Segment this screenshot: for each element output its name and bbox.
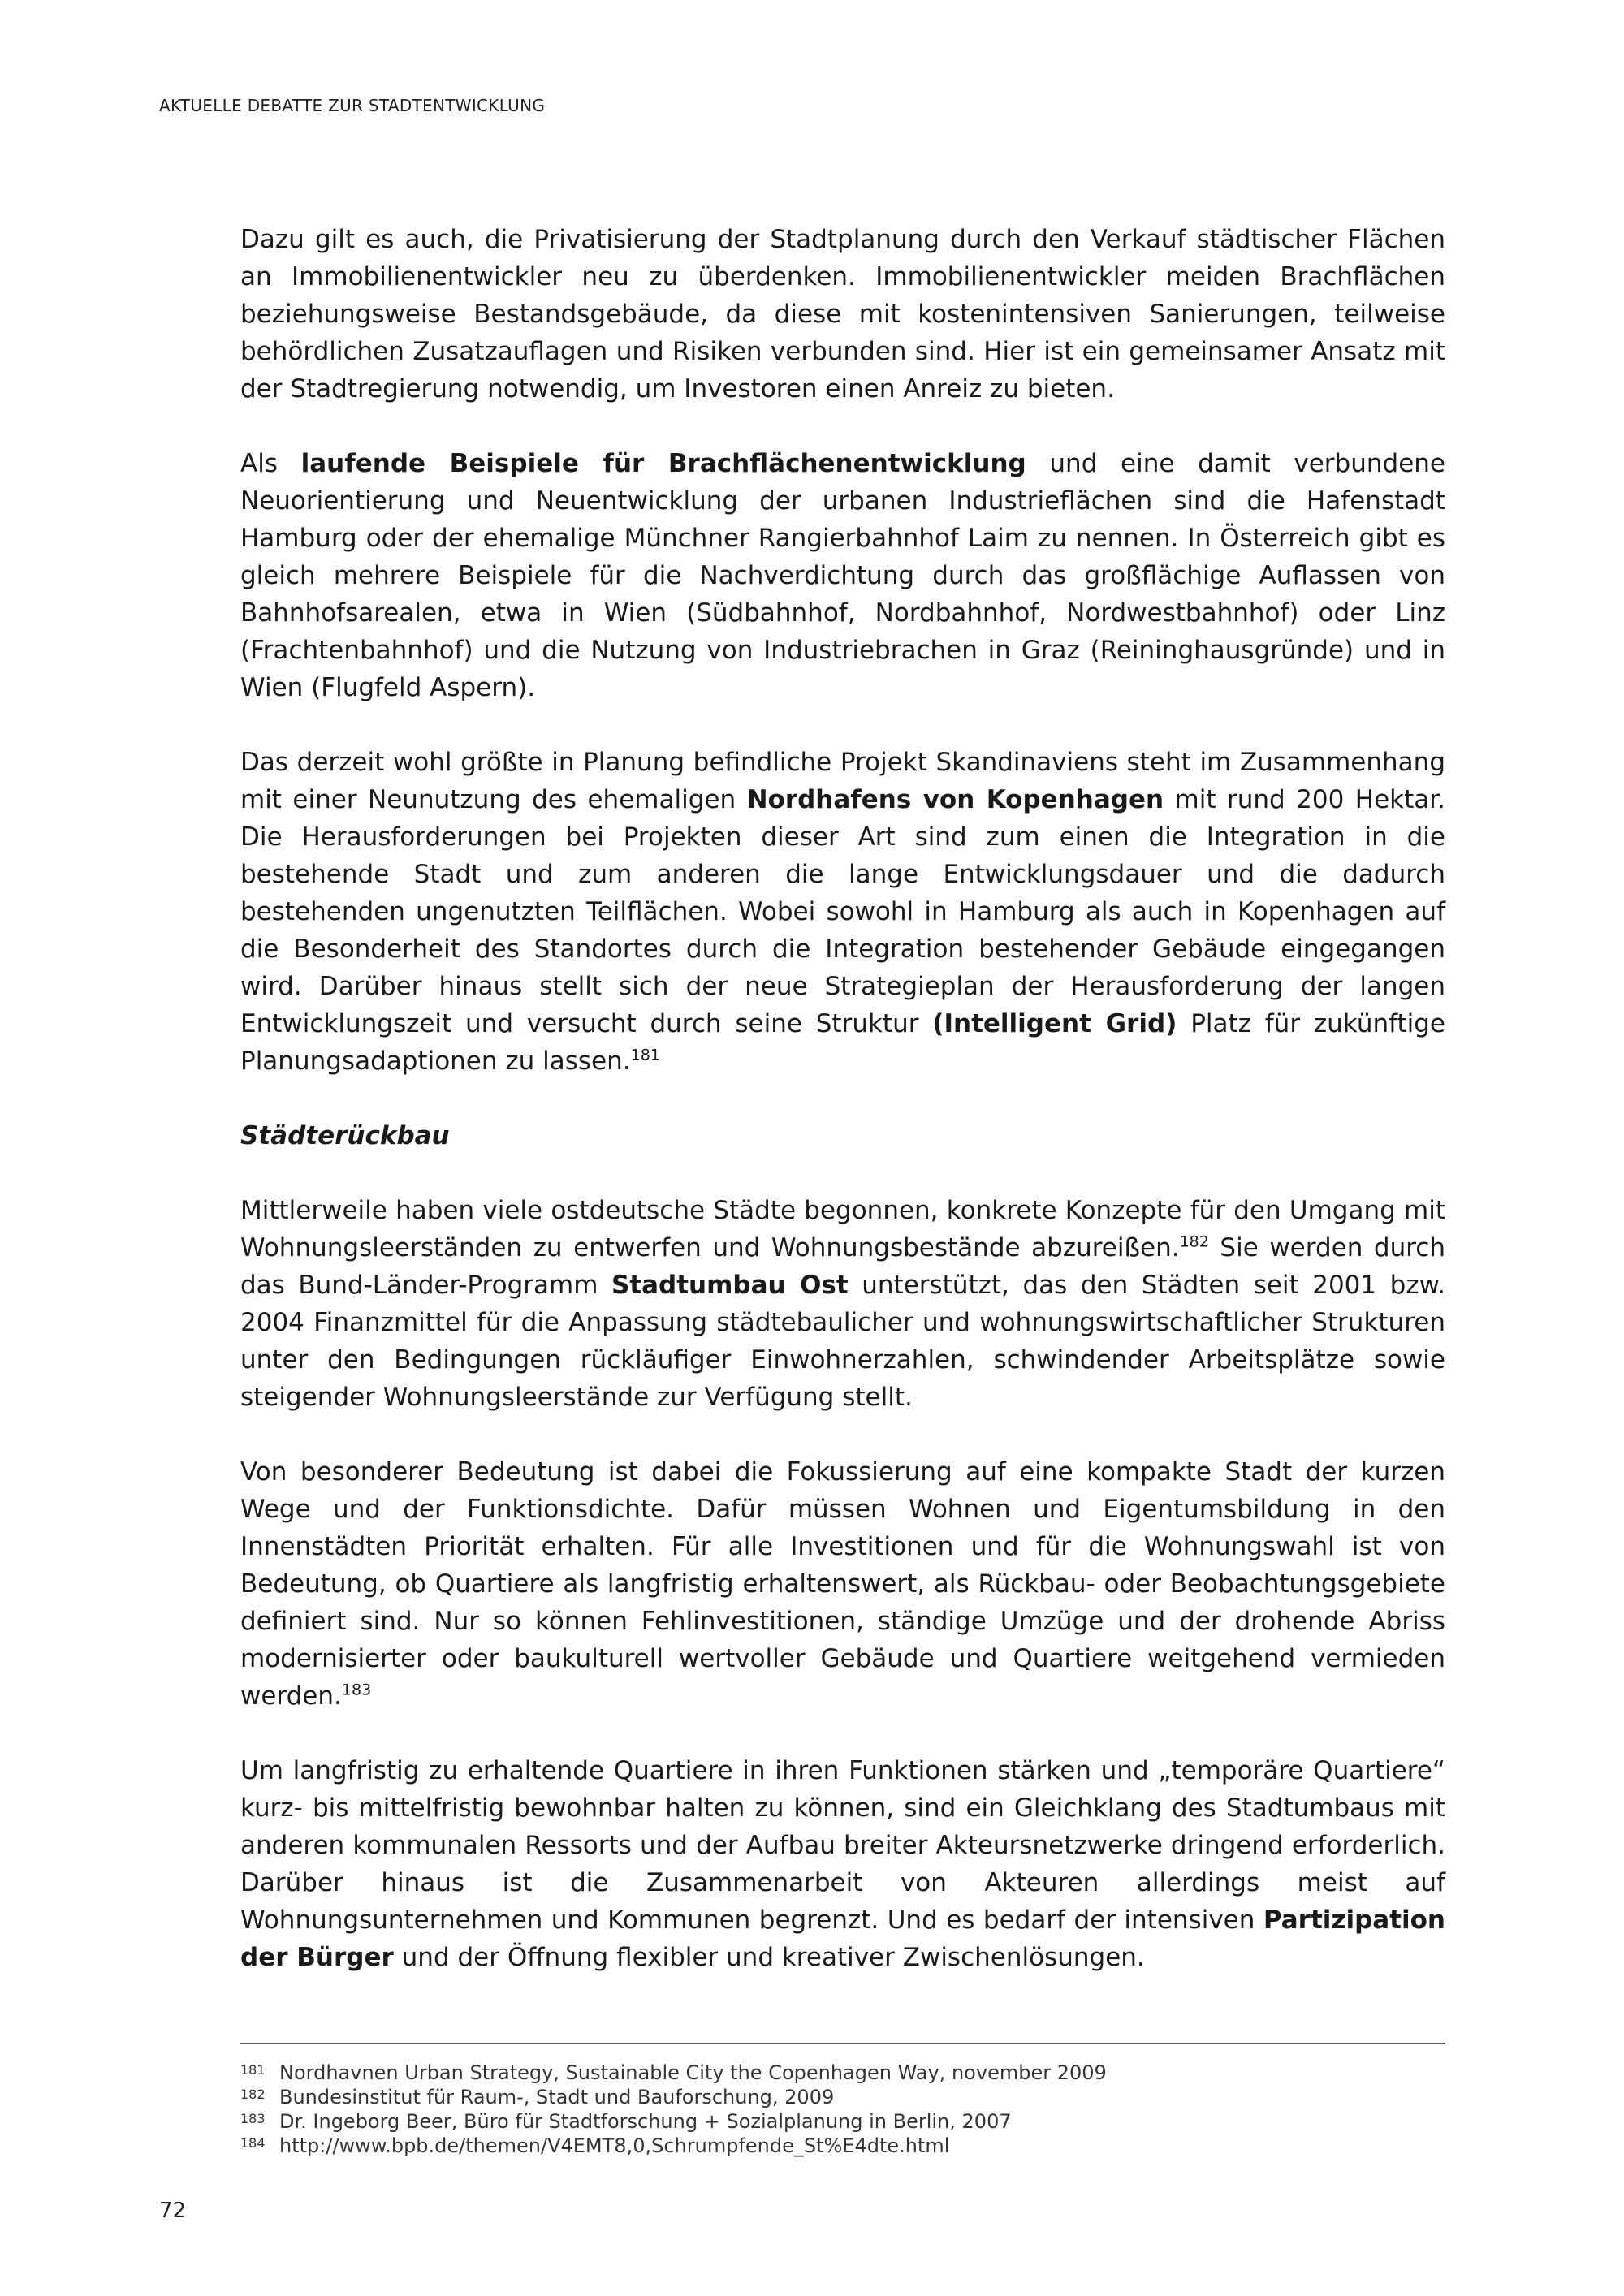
paragraph-3-post: Platz für zukünftige Planungsadaptionen zu lassen. [240, 1009, 1446, 1076]
footnotes [240, 2061, 1445, 2158]
footnote [240, 2061, 1445, 2085]
paragraph-1-text: Dazu gilt es auch, die Privatisierung der Stadtplanung durch den Verkauf städtischer Flächen an Immobilienentwickler neu zu überdenken. Immobilienentwickler meiden Brachflächen beziehungsweise Bestandsgebäude, da diese mit kostenintensiven Sanierungen, teilweise behördlichen Zusatzauflagen und Risiken verbunden sind. Hier ist ein gemeinsamer Ansatz mit der Stadtregierung notwendig, um Investoren einen Anreiz zu bieten. [240, 225, 1445, 404]
paragraph-6-bold: Partizipation der Bürger [240, 1905, 1445, 1972]
footnote-number: 181 [240, 2062, 266, 2078]
paragraph-2 [240, 445, 1445, 706]
paragraph-5-text: Von besonderer Bedeutung ist dabei die Fokussierung auf eine kompakte Stadt der kurzen Wege und der Funktionsdichte. Dafür müssen Wohnen und Eigentumsbildung in den Innenstädten Priorität erhalten. Für alle Investitionen und für die Wohnungswahl ist von Bedeutung, ob Quartiere als langfristig erhaltenswert, als Rückbau- oder Beobachtungsgebiete definiert sind. Nur so können Fehlinvestitionen, ständige Umzüge und der drohende Abriss modernisierter oder baukulturell wertvoller Gebäude und Quartiere weitgehend vermieden werden. [240, 1457, 1445, 1711]
footnote-number: 183 [240, 2111, 266, 2126]
footnote-text: Nordhavnen Urban Strategy, Sustainable City the Copenhagen Way, november 2009 [279, 2061, 1107, 2084]
paragraph-6 [240, 1752, 1445, 1976]
footnote-number: 184 [240, 2135, 266, 2151]
paragraph-2-bold: laufende Beispiele für Brachflächenentwicklung [300, 449, 1026, 478]
footnote-text: Dr. Ingeborg Beer, Büro für Stadtforschung + Sozialplanung in Berlin, 2007 [279, 2110, 1012, 2133]
paragraph-5 [240, 1453, 1445, 1715]
footnote [240, 2085, 1445, 2109]
paragraph-4-pre: Mittlerweile haben viele ostdeutsche Städte begonnen, konkrete Konzepte für den Umgang mit Wohnungsleerständen zu entwerfen und Wohnungsbestände abzureißen. [240, 1196, 1445, 1262]
paragraph-4-post: unterstützt, das den Städten seit 2001 bzw. 2004 Finanzmittel für die Anpassung städtebaulicher und wohnungswirtschaftlicher Strukturen unter den Bedingungen rückläufiger Einwohnerzahlen, schwindender Arbeitsplätze sowie steigender Wohnungsleerstände zur Verfügung stellt. [240, 1271, 1445, 1412]
footnote [240, 2109, 1445, 2134]
footnote-divider [240, 2043, 1445, 2044]
paragraph-3 [240, 744, 1445, 1080]
paragraph-2-post: und eine damit verbundene Neuorientierung und Neuentwicklung der urbanen Industrieflächen sind die Hafenstadt Hamburg oder der ehemalige Münchner Rangierbahnhof Laim zu nennen. In Österreich gibt es gleich mehrere Beispiele für die Nachverdichtung durch das großflächige Auflassen von Bahnhofsarealen, etwa in Wien (Südbahnhof, Nordbahnhof, Nordwestbahnhof) oder Linz (Frachtenbahnhof) und die Nutzung von Industriebrachen in Graz (Reininghausgründe) und in Wien (Flugfeld Aspern). [240, 449, 1445, 702]
paragraph-3-pre: Das derzeit wohl größte in Planung befindliche Projekt Skandinaviens steht im Zusammenhang mit einer Neunutzung des ehemaligen [240, 748, 1445, 814]
main-content [240, 221, 1445, 2013]
footnote-number: 182 [240, 2087, 266, 2102]
paragraph-4 [240, 1192, 1445, 1416]
paragraph-3-bold-grid: (Intelligent Grid) [932, 1009, 1177, 1038]
paragraph-6-pre: Um langfristig zu erhaltende Quartiere in ihren Funktionen stärken und „temporäre Quartiere“ kurz- bis mittelfristig bewohnbar halten zu können, sind ein Gleichklang des Stadtumbaus mit anderen kommunalen Ressorts und der Aufbau breiter Akteursnetzwerke dringend erforderlich. Darüber hinaus ist die Zusammenarbeit von Akteuren allerdings meist auf Wohnungsunternehmen und Kommunen begrenzt. Und es bedarf der intensiven [240, 1756, 1445, 1935]
paragraph-6-post: und der Öffnung flexibler und kreativer Zwischenlösungen. [393, 1943, 1145, 1972]
paragraph-3-bold-nordhafen: Nordhafens von Kopenhagen [746, 785, 1164, 814]
footnote-text: Bundesinstitut für Raum-, Stadt und Bauforschung, 2009 [279, 2086, 835, 2108]
paragraph-2-pre: Als [240, 449, 301, 478]
footnote-ref-181[interactable]: 181 [630, 1046, 660, 1064]
paragraph-4-mid: Sie werden durch das Bund-Länder-Programm [240, 1233, 1445, 1300]
running-header: AKTUELLE DEBATTE ZUR STADTENTWICKLUNG [159, 96, 546, 115]
footnote-ref-183[interactable]: 183 [341, 1681, 372, 1699]
footnote [240, 2134, 1445, 2158]
page-number: 72 [159, 2199, 187, 2223]
paragraph-1 [240, 221, 1445, 408]
footnote-ref-182[interactable]: 182 [1179, 1232, 1209, 1251]
paragraph-4-bold: Stadtumbau Ost [611, 1271, 849, 1300]
footnote-link[interactable]: http://www.bpb.de/themen/V4EMT8,0,Schrumpfende_St%E4dte.html [279, 2134, 950, 2157]
paragraph-3-mid: mit rund 200 Hektar. Die Herausforderungen bei Projekten dieser Art sind zum einen die Integration in die bestehende Stadt und zum anderen die lange Entwicklungsdauer und die dadurch bestehenden ungenutzten Teilflächen. Wobei sowohl in Hamburg als auch in Kopenhagen auf die Besonderheit des Standortes durch die Integration bestehender Gebäude eingegangen wird. Darüber hinaus stellt sich der neue Strategieplan der Herausforderung der langen Entwicklungszeit und versucht durch seine Struktur [240, 785, 1446, 1038]
section-heading: Städterückbau [240, 1121, 450, 1150]
